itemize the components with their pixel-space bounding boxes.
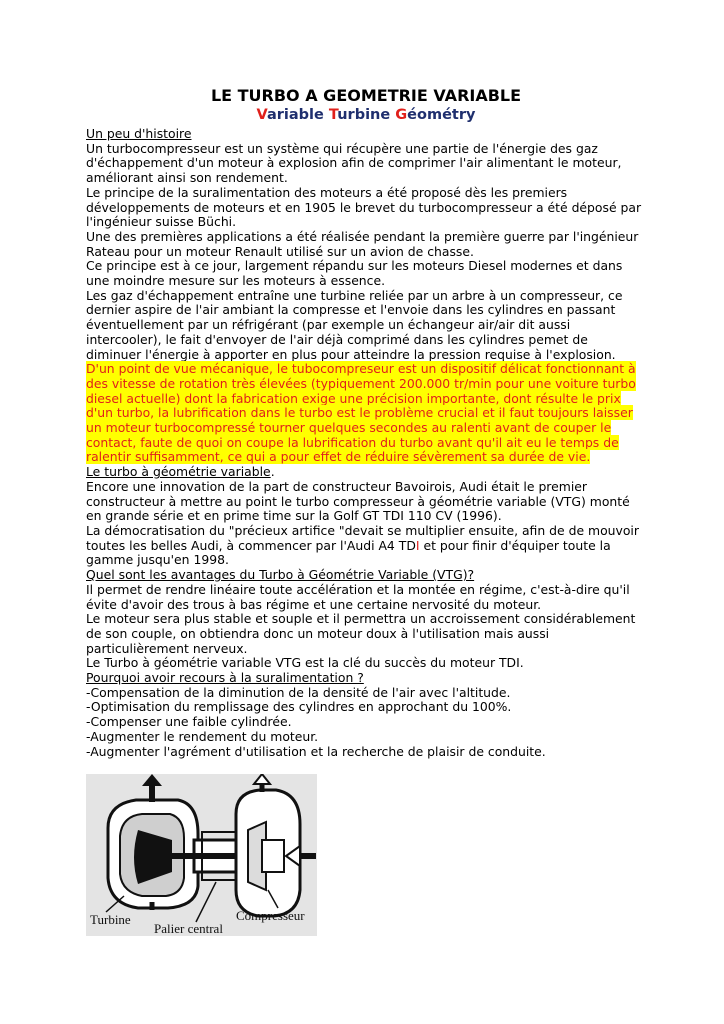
- histoire-line: Le principe de la suralimentation des moteurs a été proposé dès les premiers: [86, 184, 568, 200]
- document-page: [86, 86, 646, 759]
- highlighted-text: des vitesse de rotation très élevées (typiquement 200.000 tr/min pour une voiture turbo: [86, 375, 636, 391]
- figure-label-compresseur: Compresseur: [236, 908, 305, 923]
- section-heading-vtg-line: [86, 465, 646, 480]
- page-title: LE TURBO A GEOMETRIE VARIABLE: [210, 86, 522, 105]
- histoire-line: développements de moteurs et en 1905 le brevet du turbocompresseur a été déposé par: [86, 199, 642, 215]
- pourquoi-list-item: -Augmenter l'agrément d'utilisation et la recherche de plaisir de conduite.: [86, 743, 546, 759]
- section-heading-pourquoi: Pourquoi avoir recours à la suralimentation ?: [86, 670, 364, 686]
- section-heading-vtg-suffix: .: [270, 464, 275, 480]
- figure-label-palier: Palier central: [154, 921, 223, 936]
- highlighted-line: [86, 377, 646, 392]
- vtg-line: La démocratisation du "précieux artifice "devait se multiplier ensuite, afin de de mouvoir: [86, 522, 639, 538]
- pourquoi-list-item: -Compensation de la diminution de la densité de l'air avec l'altitude.: [86, 684, 511, 700]
- highlighted-line: [86, 392, 646, 407]
- histoire-line: Rateau pour un moteur Renault utilisé sur un avion de chasse.: [86, 243, 474, 259]
- highlighted-text: un moteur turbocompressé tourner quelques secondes au ralenti avant de couper le: [86, 420, 612, 436]
- subtitle-initial-t: T: [328, 107, 338, 123]
- avantages-line: de son couple, on obtiendra donc un moteur doux à l'utilisation mais aussi: [86, 625, 550, 641]
- vtg-audi-red-letter: I: [415, 537, 420, 553]
- vtg-line: constructeur à mettre au point le turbo compresseur à géométrie variable (VTG) monté: [86, 493, 630, 509]
- subtitle-word-v: ariable: [266, 107, 329, 123]
- pourquoi-list-item: -Compenser une faible cylindrée.: [86, 714, 292, 730]
- highlighted-text: diesel actuelle) dont la fabrication exige une précision importante, dont résulte le prix: [86, 390, 621, 406]
- section-heading-avantages: Quel sont les avantages du Turbo à Géométrie Variable (VTG)?: [86, 567, 475, 583]
- page-subtitle: [86, 106, 646, 124]
- highlighted-text: ralentir suffisamment, ce qui a pour effet de réduire sévèrement sa durée de vie.: [86, 449, 591, 465]
- histoire-line: Ce principe est à ce jour, largement répandu sur les moteurs Diesel modernes et dans: [86, 258, 623, 274]
- histoire-line: intercooler), le fait d'envoyer de l'air déjà comprimé dans les cylindres pemet de: [86, 331, 588, 347]
- highlighted-line: [86, 436, 646, 451]
- avantages-line: Le moteur sera plus stable et souple et il permettra un accroissement considérablement: [86, 611, 636, 627]
- turbo-diagram-image: [86, 774, 317, 936]
- highlighted-line: [86, 450, 646, 465]
- vtg-audi-text-pre: toutes les belles Audi, à commencer par l'Audi A4 TD: [86, 537, 416, 553]
- histoire-line: une moindre mesure sur les moteurs à essence.: [86, 273, 386, 289]
- section-heading-histoire: Un peu d'histoire: [86, 126, 192, 141]
- histoire-line: d'échappement d'un moteur à explosion afin de comprimer l'air alimentant le moteur,: [86, 155, 622, 171]
- highlighted-line: [86, 362, 646, 377]
- figure-label-turbine: Turbine: [90, 912, 131, 927]
- vtg-line: en grande série et en prime time sur la Golf GT TDI 110 CV (1996).: [86, 508, 502, 524]
- avantages-line: Le Turbo à géométrie variable VTG est la clé du succès du moteur TDI.: [86, 655, 524, 671]
- vtg-line: Encore une innovation de la part de constructeur Bavoirois, Audi était le premier: [86, 478, 587, 494]
- vtg-audi-text-post: et pour finir d'équiper toute la: [419, 537, 611, 553]
- document-body: [86, 127, 646, 759]
- highlighted-text: d'un turbo, la lubrification dans le turbo est le problème crucial et il faut toujours laisser: [86, 405, 633, 421]
- subtitle-word-g: éométry: [407, 107, 476, 123]
- highlighted-text: D'un point de vue mécanique, le tubocompreseur est un dispositif délicat fonctionnant à: [86, 361, 636, 377]
- pourquoi-list-item: -Augmenter le rendement du moteur.: [86, 728, 319, 744]
- histoire-line: l'ingénieur suisse Büchi.: [86, 214, 237, 230]
- histoire-line: Un turbocompresseur est un système qui récupère une partie de l'énergie des gaz: [86, 140, 598, 156]
- histoire-line: diminuer l'énergie à apporter en plus pour atteindre la pression requise à l'explosion.: [86, 346, 616, 362]
- highlighted-text: contact, faute de quoi on coupe la lubrification du turbo avant qu'il ait eu le temps de: [86, 434, 619, 450]
- vtg-audi-line: [86, 539, 646, 554]
- avantages-line: évite d'avoir des trous à bas régime et une certaine nervosité du moteur.: [86, 596, 542, 612]
- highlighted-line: [86, 406, 646, 421]
- avantages-line: Il permet de rendre linéaire toute accélération et la montée en régime, c'est-à-dire qu'il: [86, 581, 630, 597]
- vtg-line: gamme jusqu'en 1998.: [86, 552, 229, 568]
- avantages-line: particulièrement nerveux.: [86, 640, 248, 656]
- histoire-line: Les gaz d'échappement entraîne une turbine reliée par un arbre à un compresseur, ce: [86, 287, 623, 303]
- histoire-line: éventuellement par un réfrigérant (par exemple un échangeur air/air dit aussi: [86, 317, 571, 333]
- pourquoi-list-item: -Optimisation du remplissage des cylindres en approchant du 100%.: [86, 699, 512, 715]
- histoire-line: améliorant ainsi son rendement.: [86, 170, 288, 186]
- section-heading-vtg: Le turbo à géométrie variable: [86, 464, 271, 480]
- subtitle-initial-v: V: [256, 107, 267, 123]
- histoire-line: dernier aspire de l'air ambiant la compresse et l'envoie dans les cylindres en passant: [86, 302, 616, 318]
- histoire-line: Une des premières applications a été réalisée pendant la première guerre par l'ingénieur: [86, 228, 639, 244]
- subtitle-word-t: urbine: [337, 107, 396, 123]
- subtitle-initial-g: G: [395, 107, 408, 123]
- highlighted-line: [86, 421, 646, 436]
